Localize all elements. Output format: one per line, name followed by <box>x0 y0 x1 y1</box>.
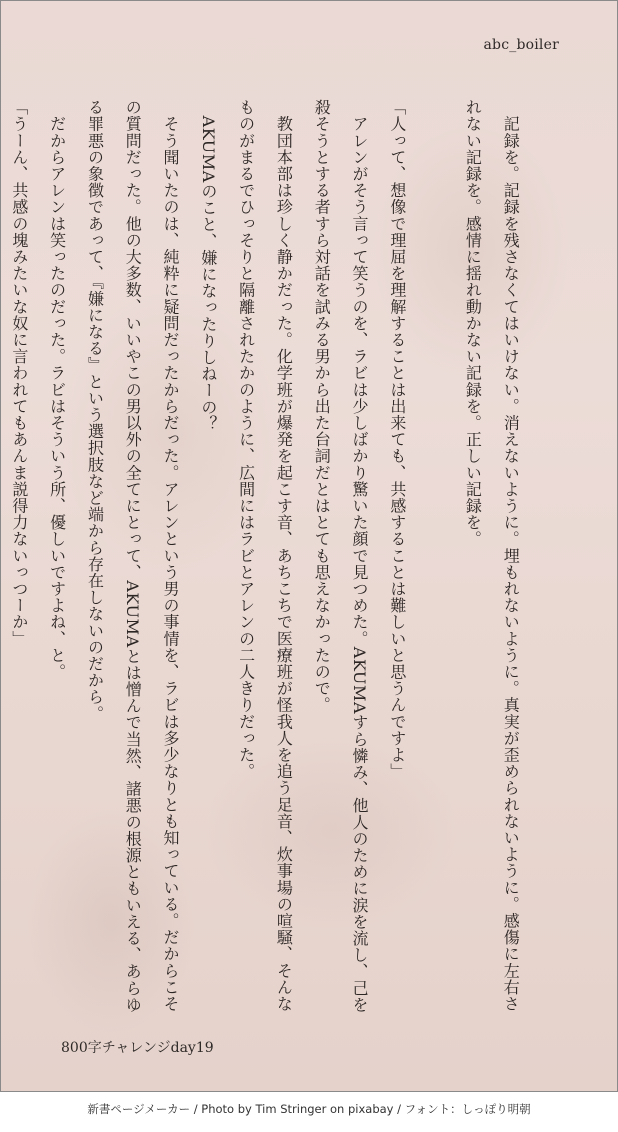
story-line: 記録を。記録を残さなくてはいけない。消えないように。埋もれないように。真実が歪められないように。感傷に左右されない記録を。感情に揺れ動かない記録を。正しい記録を。 <box>463 99 521 1012</box>
story-line: アレンがそう言って笑うのを、ラビは少しばかり驚いた顔で見つめた。AKUMAすら憐み、他人のために涙を流し、己を殺そうとする者すら対話を試みる男から出た台詞だとはとても思えなかったので。 <box>312 99 370 1013</box>
story-line: だからアレンは笑ったのだった。ラビはそういう所、優しいですよね、と。 <box>47 99 67 680</box>
story-text-upper <box>9 99 567 1019</box>
story-line: 「人って、想像で理屈を理解することは出来ても、共感することは難しいと思うんですよ」 <box>387 99 407 780</box>
story-line: 「うーん、共感の塊みたいな奴に言われてもあんま説得力ないっつーか」 <box>9 99 29 647</box>
credits-footer: 新書ページメーカー / Photo by Tim Stringer on pixabay / フォント：しっぽり明朝 <box>87 1102 531 1116</box>
story-line: AKUMAのこと、嫌になったりしねーの？ <box>198 99 218 432</box>
challenge-tag: 800字チャレンジday19 <box>61 1040 214 1056</box>
story-line: 教団本部は珍しく静かだった。化学班が爆発を起こす音、あちこちで医療班が怪我人を追う足音、炊事場の喧騒、そんなものがまるでひっそりと隔離されたかのように、広間にはラビとアレンの二人きりだった。 <box>236 99 294 1012</box>
story-line: そう聞いたのは、純粋に疑問だったからだった。アレンという男の事情を、ラビは多少なりとも知っている。だからこその質問だった。他の大多数、いいやこの男以外の全てにとって、AKUMAとは憎んで当然、諸悪の根源ともいえる、あらゆる罪悪の象徴であって、『嫌になる』という選択肢など端から存在しないのだから。 <box>85 99 181 1013</box>
author-handle: abc_boiler <box>483 37 559 53</box>
